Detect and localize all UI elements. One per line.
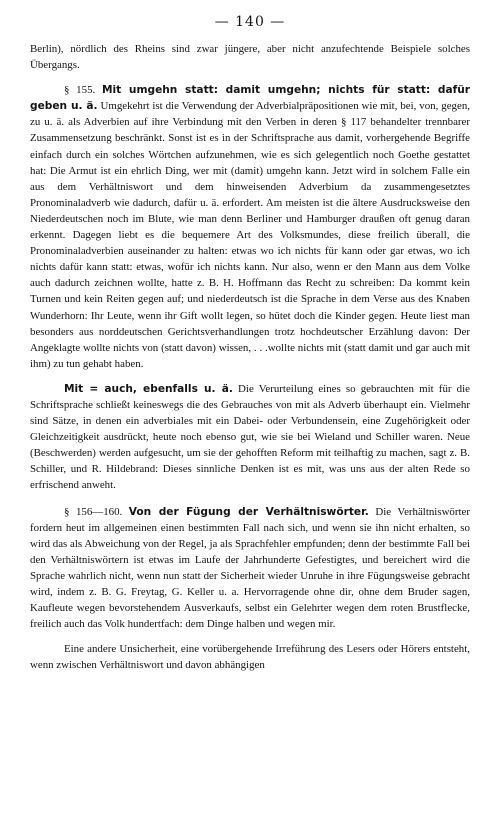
paragraph-continuation [30, 41, 470, 73]
paragraph-text: Die Verhältniswörter fordern heut im allgemeinen einen bestimmten Fall nach sich, und wenn sie ihn nicht erhalten, so wird das als Abweichung von der Regel, ja als Sprachfehler empfunden; denn der bestimmte Fall bei den Verhältniswörtern ist etwas im Laufe der Jahrhunderte Gefestigtes, und bereichert wird die Sprache wahrlich nicht, wenn nun statt der Sicherheit wieder Unruhe in ihre Fügungsweise gebracht wird, indem z. B. G. Freytag, G. Keller u. a. Hervorragende ohne dir, ohne dem Bruder sagen, Kaufleute wegen bevorstehendem Ausverkaufs, selbst ein Gelehrter wegen dem roten Brustflecke, freilich auch das Volk hundertfach: dem Dinge halben und wegen mir. [30, 505, 470, 631]
paragraph-text: Eine andere Unsicherheit, eine vorübergehende Irreführung des Lesers oder Hörers entsteht, wenn zwischen Verhältniswort und davon abhängigen [30, 643, 470, 672]
section-155 [30, 82, 470, 372]
section-heading: Mit umgehn statt: damit umgehn; nichts für statt: dafür geben u. ä. [30, 84, 470, 113]
paragraph-text: Berlin), nördlich des Rheins sind zwar jüngere, aber nicht anzufechtende Beispiele solches Übergangs. [30, 43, 470, 72]
paragraph-text: Umgekehrt ist die Verwendung der Adverbialpräpositionen wie mit, bei, von, gegen, zu u. ä. als Adverbien auf ihre Verbindung mit den Verben in deren § 117 behandelter trennbarer Zusammensetzung beschränkt. Sonst ist es in der Schriftsprache aus damit, vorhergehende Begriffe einfach durch ein solches Wörtchen aufzunehmen, wie es sich gelegentlich noch Goethe gestattet hat: Die Armut ist ein ehrlich Ding, wer mit (damit) umgehn kann. Jetzt wird in solchem Falle ein aus dem Verhältniswort und dem hinweisenden Adverbium da zusammengesetztes Pronominaladverb wie dadurch, dafür u. ä. erfordert. Am meisten ist die ältere Ausdrucksweise den Niederdeutschen noch im Blute, wie man denn Berliner und Hamburger draußen oft genug daran erkennt. Dagegen liebt es die bequemere Art des Volksmundes, diese freilich überall, die Pronominaladverbien auseinander zu halten: etwas wo ich nichts für kann oder gar etwas, wo ich nichts dafür kann statt: etwas, wofür ich nichts kann. Nur also, wenn er den Mann aus dem Volke auch dadurch zeichnen wollte, hatte z. B. H. Hoffmann das Recht zu schreiben: Da kommt kein Turnen und kein Reiten gegen auf; und niederdeutsch ist die Sprache in dem Verse aus des Knaben Wunderhorn: Ihr Leute, wenn ihr Gift wollt legen, so hütet doch die Kinder gegen. Heute liest man besonders aus norddeutschen Gerichtsverhandlungen trotz hochdeutscher Erzählung davon: Der Angeklagte wollte nichts von (statt davon) wissen, . . .wollte nichts mit (statt damit und gar auch mit ihm) zu tun gehabt haben. [30, 100, 470, 370]
section-number: § 155. [64, 84, 96, 97]
section-number: § 156—160. [64, 505, 123, 518]
paragraph-text: Die Verurteilung eines so gebrauchten mit für die Schriftsprache schließt keineswegs die des Gebrauches von mit als Adverb überhaupt ein. Vielmehr sind Sätze, in denen ein adverbiales mit ein Dabei- oder Verbundensein, eine Zugehörigkeit oder Gleichzeitigkeit ausdrückt, heute noch ebenso gut, wie sie bei Wieland und Schiller waren. Neue (Beschwerden) werden aufgesucht, um sie der gehofften Reform mit teilhaftig zu machen, sagt z. B. Schiller, und R. Hildebrand: Dieses sinnliche Denken ist es mit, was uns aus der alten Rede so erfrischend anweht. [30, 382, 470, 492]
section-156-160 [30, 504, 470, 633]
paragraph-unsicherheit [30, 641, 470, 673]
paragraph-heading: Mit = auch, ebenfalls u. ä. [64, 382, 233, 395]
page-number: — 140 — [214, 14, 286, 30]
section-heading: Von der Fügung der Verhältniswörter. [128, 505, 369, 518]
paragraph-mit-auch [30, 381, 470, 494]
